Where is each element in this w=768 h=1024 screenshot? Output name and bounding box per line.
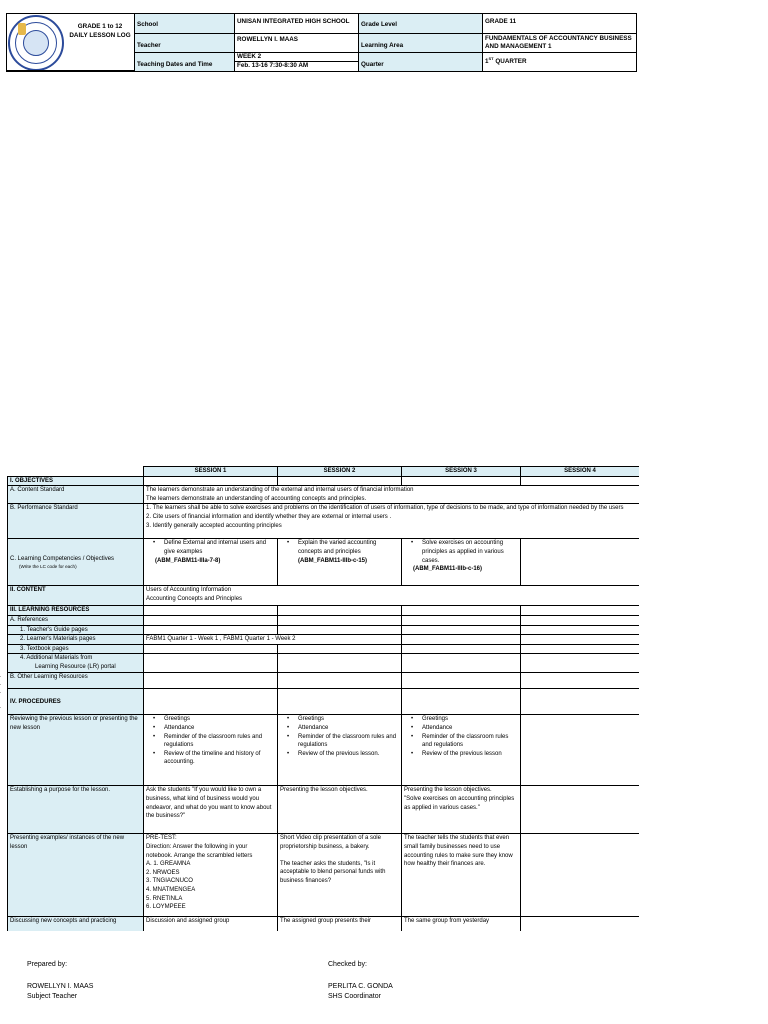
resources-title: III. LEARNING RESOURCES [8, 606, 144, 616]
purpose-label: Establishing a purpose for the lesson. [8, 786, 144, 834]
lesson-log-header [6, 13, 637, 72]
content-standard-text: The learners demonstrate an understanding of the external and internal users of financial information The learners demonstrate an understanding of accounting concepts and principles. [144, 486, 640, 504]
content-row [8, 586, 640, 606]
checked-by-name: PERLITA C. GONDA [328, 983, 393, 990]
s3-competency: • Solve exercises on accounting principles as applied in various cases. (ABM_FABM11-IIIb-c-16) [402, 539, 521, 586]
s2-purpose: Presenting the lesson objectives. [278, 786, 402, 834]
objectives-row [8, 476, 640, 486]
competencies-label: C. Learning Competencies / Objectives (Write the LC code for each) [8, 539, 144, 586]
procedures-row [8, 689, 640, 715]
procedures-title: IV. PROCEDURES [8, 689, 144, 715]
s2-examples: Short Video clip presentation of a sole proprietorship business, a bakery. The teacher asks the students, "Is it acceptable to blend personal funds with business finances? [278, 834, 402, 917]
textbook-label: 3. Textbook pages [8, 644, 144, 654]
teachers-guide-label: 1. Teacher's Guide pages [8, 625, 144, 635]
teacher-label: Teacher [135, 34, 235, 53]
grade-title-line2: DAILY LESSON LOG [69, 32, 131, 39]
learning-area-label: Learning Area [359, 34, 483, 53]
objectives-title: I. OBJECTIVES [8, 476, 144, 486]
s2-competency: • Explain the varied accounting concepts and principles (ABM_FABM11-IIIb-c-15) [278, 539, 402, 586]
deped-seal [8, 15, 64, 71]
lesson-table [7, 466, 639, 931]
teachers-guide-row [8, 625, 640, 635]
competencies-note: (Write the LC code for each) [19, 563, 77, 569]
prepared-by-block [27, 960, 93, 1002]
checked-by-label: Checked by: [328, 961, 367, 968]
prepared-by-label: Prepared by: [27, 961, 68, 968]
resources-row [8, 606, 640, 616]
references-row [8, 615, 640, 625]
header-logo-cell [7, 14, 135, 71]
s2-review: • Greetings • Attendance • Reminder of the classroom rules and regulations • Review of the previous lesson. [278, 715, 402, 786]
s3-discussing: The same group from yesterday [402, 917, 521, 931]
margin-marks: . . . [0, 673, 2, 695]
discussing-row [8, 917, 640, 931]
review-row [8, 715, 640, 786]
learners-materials-row [8, 635, 640, 645]
checked-by-title: SHS Coordinator [328, 993, 381, 1000]
content-standard-row [8, 486, 640, 504]
s3-examples: The teacher tells the students that even small family businesses need to use accounting rules to make sure they know how healthy their finances are. [402, 834, 521, 917]
learning-area-value: FUNDAMENTALS OF ACCOUNTANCY BUSINESS AND MANAGEMENT 1 [483, 34, 636, 53]
week-value: WEEK 2 [235, 53, 359, 62]
s3-purpose: Presenting the lesson objectives. "Solve exercises on accounting principles as applied in various cases." [402, 786, 521, 834]
content-text: Users of Accounting Information Accounting Concepts and Principles [144, 586, 640, 606]
school-label: School [135, 14, 235, 34]
examples-row [8, 834, 640, 917]
performance-standard-row [8, 504, 640, 539]
examples-label: Presenting examples/ instances of the new lesson [8, 834, 144, 917]
lesson-table-wrapper [7, 466, 639, 931]
content-standard-label: A. Content Standard [8, 486, 144, 504]
competencies-row [8, 539, 640, 586]
session-1-header: SESSION 1 [144, 467, 278, 477]
performance-standard-text: 1. The learners shall be able to solve exercises and problems on the identification of users of information, type of decisions to be made, and type of information needed by the users 2. Cite users of financial information and identify whether they are external or internal users . 3. Identify generally accepted accounting principles [144, 504, 640, 539]
session-header-row [8, 467, 640, 477]
purpose-row [8, 786, 640, 834]
s1-competency: • Define External and internal users and give examples (ABM_FABM11-IIIa-7-8) [144, 539, 278, 586]
performance-standard-label: B. Performance Standard [8, 504, 144, 539]
quarter-value: 1ST QUARTER [485, 56, 527, 66]
discussing-label: Discussing new concepts and practicing [8, 917, 144, 931]
s3-review: • Greetings • Attendance • Reminder of the classroom rules and regulations • Review of the previous lesson [402, 715, 521, 786]
grade-level-label: Grade Level [359, 14, 483, 34]
dates-value: Feb. 13-16 7:30-8:30 AM [235, 62, 359, 71]
grade-level-value: GRADE 11 [483, 14, 636, 34]
prepared-by-name: ROWELLYN I. MAAS [27, 983, 94, 990]
grade-title-line1: GRADE 1 to 12 [77, 23, 123, 30]
review-label: Reviewing the previous lesson or presenting the new lesson [8, 715, 144, 786]
s1-review: • Greetings • Attendance • Reminder of the classroom rules and regulations • Review of the timeline and history of accounting. [144, 715, 278, 786]
learners-materials-label: 2. Learner's Materials pages [8, 635, 144, 645]
content-label: II. CONTENT [8, 586, 144, 606]
session-3-header: SESSION 3 [402, 467, 521, 477]
s1-examples: PRE-TEST: Direction: Answer the following in your notebook. Arrange the scrambled letters A. 1. GREAMNA 2. NRWOES 3. TNGIACNUCO 4. MNATMENGEA 5. RNETINLA 6. LOYMPEEE [144, 834, 278, 917]
school-value: UNISAN INTEGRATED HIGH SCHOOL [235, 14, 359, 34]
session-2-header: SESSION 2 [278, 467, 402, 477]
other-resources-label: B. Other Learning Resources [8, 673, 144, 689]
checked-by-block [328, 960, 393, 1002]
additional-materials-row [8, 654, 640, 673]
s2-discussing: The assigned group presents their [278, 917, 402, 931]
teaching-dates-label: Teaching Dates and Time [135, 53, 235, 71]
learners-materials-value: FABM1 Quarter 1 - Week 1 , FABM1 Quarter 1 - Week 2 [144, 635, 402, 645]
quarter-label: Quarter [359, 53, 483, 71]
s1-discussing: Discussion and assigned group [144, 917, 278, 931]
references-label: A. References [8, 615, 144, 625]
additional-materials-label: 4. Additional Materials from Learning Resource (LR) portal [8, 654, 144, 673]
teacher-value: ROWELLYN I. MAAS [235, 34, 359, 53]
textbook-row [8, 644, 640, 654]
session-4-header: SESSION 4 [521, 467, 640, 477]
s1-purpose: Ask the students "If you would like to own a business, what kind of business would you endeavor, and what do you want to know about the business?" [144, 786, 278, 834]
prepared-by-title: Subject Teacher [27, 993, 78, 1000]
other-resources-row [8, 673, 640, 689]
